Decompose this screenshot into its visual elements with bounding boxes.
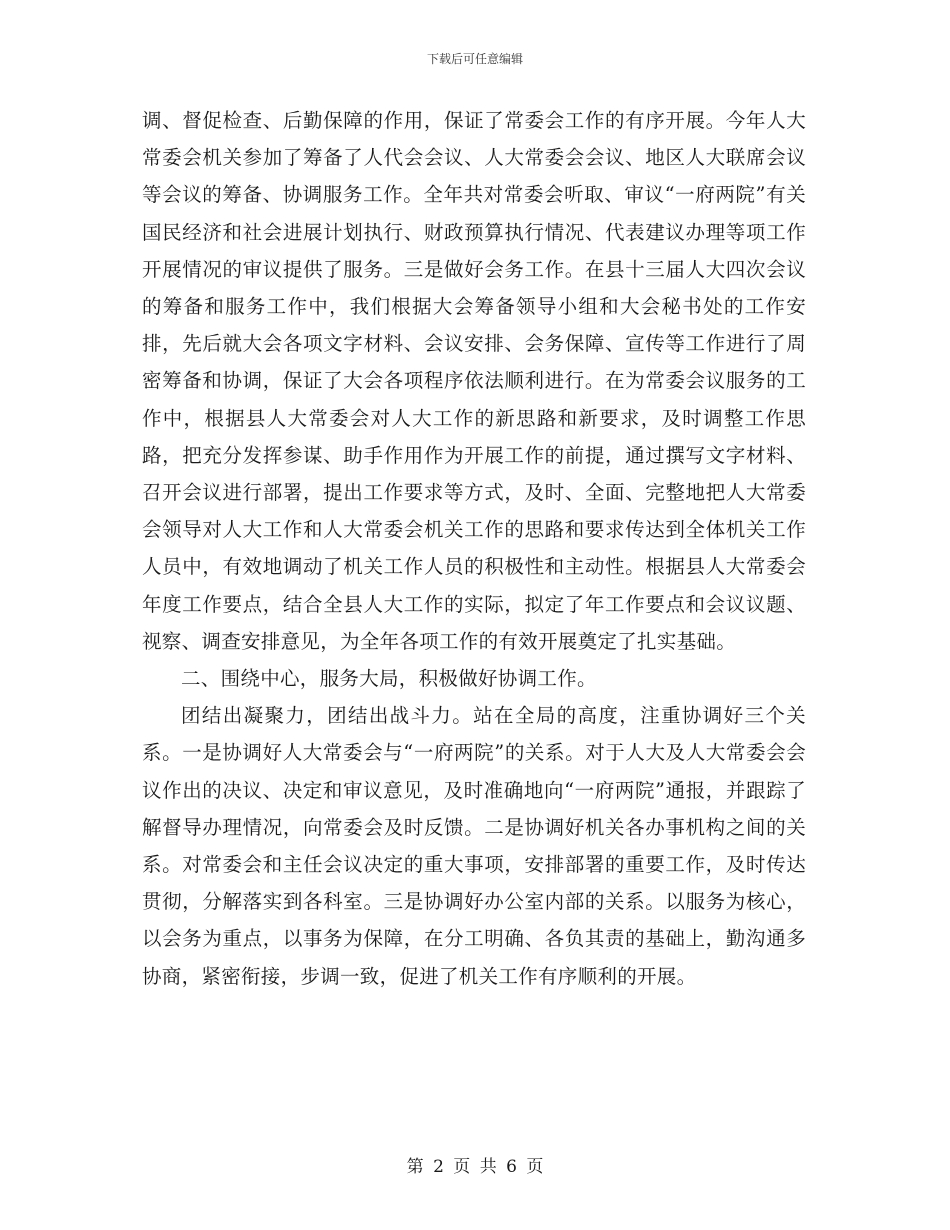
paragraph-1: 调、督促检查、后勤保障的作用，保证了常委会工作的有序开展。今年人大常委会机关参加了筹备了人代会会议、人大常委会会议、地区人大联席会议等会议的筹备、协调服务工作。全年共对常委会听取、审议“一府两院”有关国民经济和社会进展计划执行、财政预算执行情况、代表建议办理等项工作开展情况的审议提供了服务。三是做好会务工作。在县十三届人大四次会议的筹备和服务工作中，我们根据大会筹备领导小组和大会秘书处的工作安排，先后就大会各项文字材料、会议安排、会务保障、宣传等工作进行了周密筹备和协调，保证了大会各项程序依法顺利进行。在为常委会议服务的工作中，根据县人大常委会对人大工作的新思路和新要求，及时调整工作思路，把充分发挥参谋、助手作用作为开展工作的前提，通过撰写文字材料、召开会议进行部署，提出工作要求等方式，及时、全面、完整地把人大常委会领导对人大工作和人大常委会机关工作的思路和要求传达到全体机关工作人员中，有效地调动了机关工作人员的积极性和主动性。根据县人大常委会年度工作要点，结合全县人大工作的实际，拟定了年工作要点和会议议题、视察、调查安排意见，为全年各项工作的有效开展奠定了扎实基础。: [142, 109, 806, 653]
paragraph-3: 团结出凝聚力，团结出战斗力。站在全局的高度，注重协调好三个关系。一是协调好人大常委会与“一府两院”的关系。对于人大及人大常委会会议作出的决议、决定和审议意见，及时准确地向“一府两院”通报，并跟踪了解督导办理情况，向常委会及时反馈。二是协调好机关各办事机构之间的关系。对常委会和主任会议决定的重大事项，安排部署的重要工作，及时传达贯彻，分解落实到各科室。三是协调好办公室内部的关系。以服务为核心，以会务为重点，以事务为保障，在分工明确、各负其责的基础上，勤沟通多协商，紧密衔接，步调一致，促进了机关工作有序顺利的开展。: [142, 704, 806, 988]
page-footer: 第 2 页 共 6 页: [406, 1157, 544, 1177]
document-body: [142, 102, 806, 995]
section-heading-2: 二、围绕中心，服务大局，积极做好协调工作。: [181, 667, 597, 691]
page-header: 下载后可任意编辑: [426, 52, 523, 66]
